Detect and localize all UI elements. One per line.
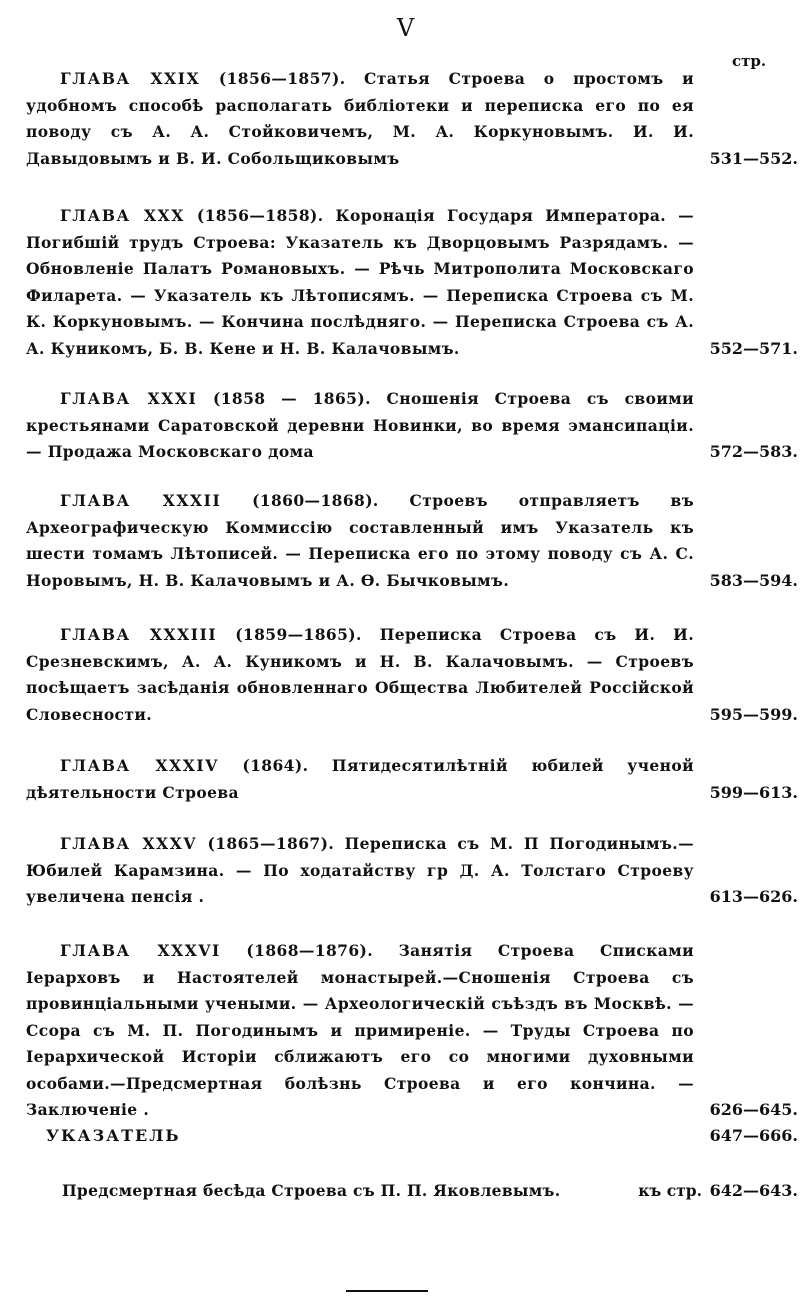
toc-entry-text	[26, 66, 694, 172]
chapter-description: (1858 — 1865). Сношенія Строева съ своими крестьянами Саратовской деревни Новинки, во время эмансипаціи. — Продажа Московскаго дома	[26, 389, 694, 461]
index-entry	[46, 1126, 798, 1154]
toc-entry	[26, 203, 798, 362]
chapter-title: ГЛАВА XXIX	[60, 69, 201, 88]
chapter-description: (1856—1857). Статья Строева о простомъ и удобномъ способѣ располагать библіотеки и переписка его по ея поводу съ А. А. Стойковичемъ, М. А. Коркуновымъ. И. И. Давыдовымъ и В. И. Собольщиковымъ	[26, 69, 695, 168]
chapter-title: ГЛАВА XXXIV	[60, 756, 219, 775]
toc-entry-text	[26, 622, 694, 728]
chapter-pages: 572—583.	[709, 442, 798, 461]
toc-entry-text	[26, 203, 694, 362]
toc-entry	[26, 753, 798, 806]
toc-entry-text	[26, 386, 694, 466]
toc-entry	[26, 938, 798, 1124]
toc-entry	[26, 831, 798, 911]
chapter-title: ГЛАВА XXXII	[60, 491, 222, 510]
index-title: УКАЗАТЕЛЬ	[46, 1126, 181, 1145]
chapter-description: (1860—1868). Строевъ отправляетъ въ Археографическую Коммиссію составленный имъ Указатель къ шести томамъ Лѣтописей. — Переписка его по этому поводу съ А. С. Норовымъ, Н. В. Калачовымъ и А. Ѳ. Бычковымъ.	[26, 491, 694, 590]
pages-column-label: стр.	[732, 52, 767, 70]
chapter-title: ГЛАВА XXXI	[60, 389, 198, 408]
chapter-pages: 531—552.	[709, 148, 798, 168]
appendix-note-ref: къ стр.	[638, 1181, 702, 1200]
bottom-rule	[346, 1290, 428, 1292]
chapter-description: (1856—1858). Коронація Государя Императора. — Погибшій трудъ Строева: Указатель къ Дворцовымъ Разрядамъ. — Обновленіе Палатъ Романовыхъ. — Рѣчь Митрополита Московскаго Филарета. — Указатель къ Лѣтописямъ. — Переписка Строева съ М. К. Коркуновымъ. — Кончина послѣдняго. — Переписка Строева съ А. А. Куникомъ, Б. В. Кене и Н. В. Калачовымъ.	[26, 206, 694, 358]
appendix-note-text: Предсмертная бесѣда Строева съ П. П. Яковлевымъ.	[62, 1181, 561, 1200]
index-pages: 647—666.	[709, 1126, 798, 1145]
toc-entry	[26, 386, 798, 466]
toc-entry-text	[26, 488, 694, 594]
chapter-description: (1868—1876). Занятія Строева Списками Іерарховъ и Настоятелей монастырей.—Сношенія Строева съ провинціальными учеными. — Археологическій съѣздъ въ Москвѣ. — Ссора съ М. П. Погодинымъ и примиреніе. — Труды Строева по Іерархической Исторіи сближаютъ его со многими духовными особами.—Предсмертная болѣзнь Строева и его кончина. — Заключеніе .	[26, 941, 695, 1119]
chapter-pages: 599—613.	[709, 782, 798, 802]
chapter-description: (1865—1867). Переписка съ М. П Погодинымъ.— Юбилей Карамзина. — По ходатайству гр Д. А. Толстаго Строеву увеличена пенсія .	[26, 834, 695, 906]
chapter-title: ГЛАВА XXXVI	[60, 941, 221, 960]
chapter-pages: 626—645.	[709, 1100, 798, 1119]
chapter-title: ГЛАВА XXXV	[60, 834, 197, 853]
chapter-pages: 595—599.	[709, 704, 798, 724]
toc-entry-text	[26, 831, 694, 911]
chapter-description: (1864). Пятидесятилѣтній юбилей ученой дѣятельности Строева	[26, 756, 695, 802]
toc-entry-text	[26, 753, 694, 806]
chapter-title: ГЛАВА XXX	[60, 206, 185, 225]
chapter-pages: 583—594.	[709, 570, 798, 590]
toc-entry	[26, 622, 798, 728]
toc-entry	[26, 488, 798, 594]
appendix-note-pages: 642—643.	[709, 1181, 798, 1200]
appendix-note	[46, 1181, 798, 1209]
toc-entry	[26, 66, 798, 172]
toc-entry-text	[26, 938, 694, 1124]
page-number: V	[396, 14, 416, 42]
chapter-description: (1859—1865). Переписка Строева съ И. И. Срезневскимъ, А. А. Куникомъ и Н. В. Калачовымъ. — Строевъ посѣщаетъ засѣданія обновленнаго Общества Любителей Россійской Словесности.	[26, 625, 695, 724]
chapter-title: ГЛАВА XXXIII	[60, 625, 218, 644]
chapter-pages: 552—571.	[709, 338, 798, 358]
chapter-pages: 613—626.	[709, 887, 798, 906]
